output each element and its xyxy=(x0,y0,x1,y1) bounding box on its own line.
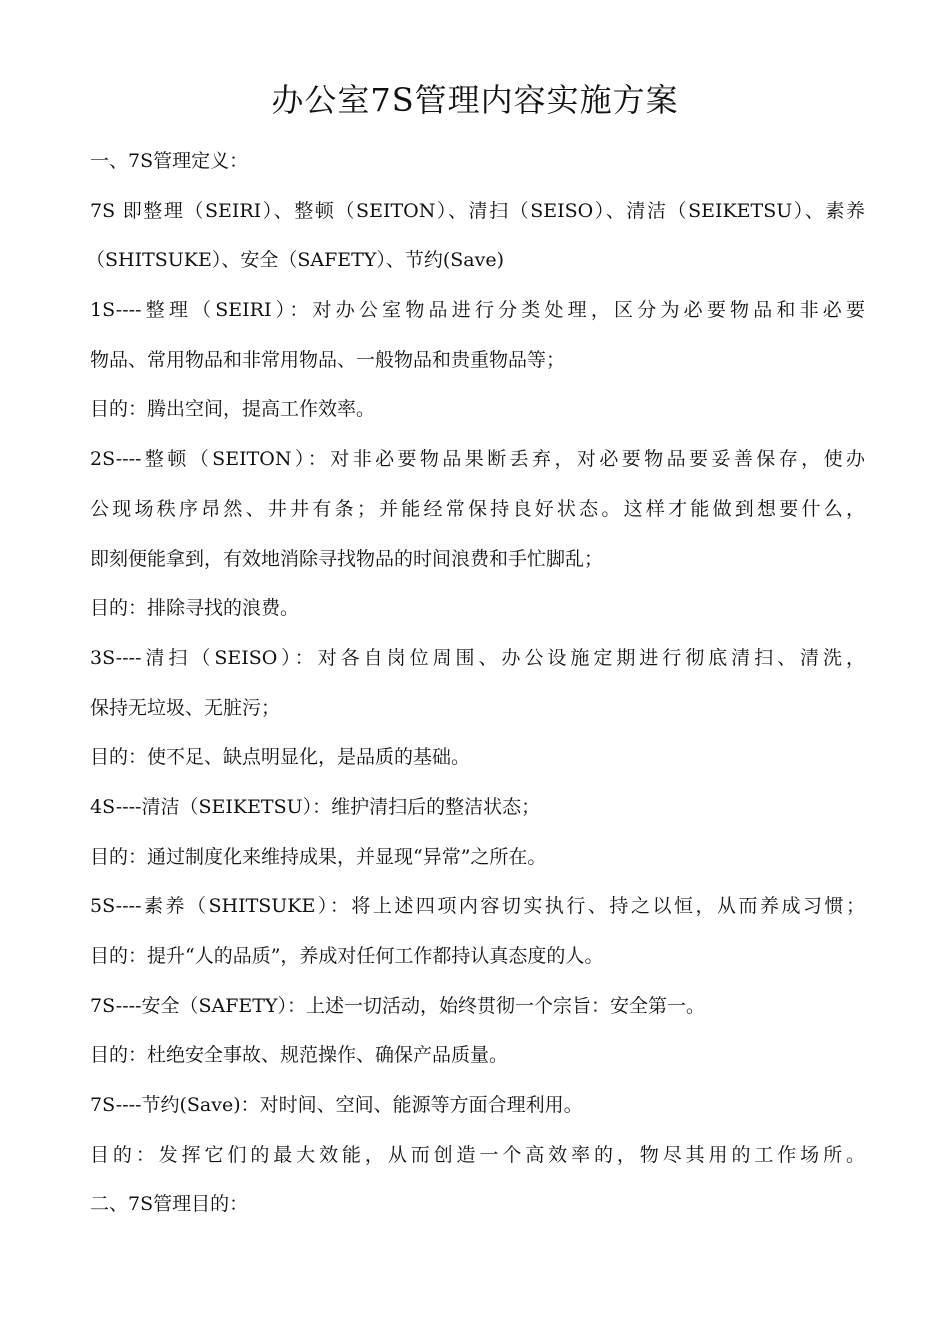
paragraph-line: 1S----整理（SEIRI）：对办公室物品进行分类处理，区分为必要物品和非必要 xyxy=(90,299,865,322)
paragraph-line: 目的：提升“人的品质”，养成对任何工作都持认真态度的人。 xyxy=(90,945,604,967)
paragraph-line: （SHITSUKE）、安全（SAFETY）、节约(Save) xyxy=(86,249,505,272)
paragraph-line: 物品、常用物品和非常用物品、一般物品和贵重物品等； xyxy=(90,348,566,371)
paragraph-line: 二、7S管理目的： xyxy=(90,1193,249,1216)
document-body xyxy=(86,137,865,1230)
paragraph-line: 3S----清扫（SEISO）：对各自岗位周围、办公设施定期进行彻底清扫、清洗， xyxy=(90,646,865,669)
paragraph-line: 目的：使不足、缺点明显化，是品质的基础。 xyxy=(90,746,471,769)
paragraph-line: 2S----整顿（SEITON）：对非必要物品果断丢弃，对必要物品要妥善保存，使办 xyxy=(90,448,865,471)
paragraph-line: 目的：杜绝安全事故、规范操作、确保产品质量。 xyxy=(90,1044,509,1067)
paragraph-line: 4S----清洁（SEIKETSU）：维护清扫后的整洁状态； xyxy=(90,795,541,818)
paragraph-line: 目的：通过制度化来维持成果，并显现“异常”之所在。 xyxy=(90,845,547,868)
paragraph-line: 7S 即整理（SEIRI）、整顿（SEITON）、清扫（SEISO）、清洁（SEIKETSU）、素养 xyxy=(90,199,865,222)
paragraph-line: 保持无垃圾、无脏污； xyxy=(90,696,281,719)
paragraph-line: 5S----素养（SHITSUKE）：将上述四项内容切实执行、持之以恒，从而养成习惯； xyxy=(90,895,865,918)
paragraph-line: 目的：腾出空间，提高工作效率。 xyxy=(90,398,376,421)
paragraph-line: 即刻便能拿到，有效地消除寻找物品的时间浪费和手忙脚乱； xyxy=(90,547,604,570)
paragraph-line: 7S----安全（SAFETY）：上述一切活动，始终贯彻一个宗旨：安全第一。 xyxy=(90,994,705,1017)
paragraph-line: 目的：排除寻找的浪费。 xyxy=(90,597,300,620)
paragraph-line: 目的：发挥它们的最大效能，从而创造一个高效率的，物尽其用的工作场所。 xyxy=(90,1143,865,1166)
paragraph-line: 公现场秩序昂然、井井有条；并能经常保持良好状态。这样才能做到想要什么， xyxy=(90,497,865,520)
paragraph-line: 7S----节约(Save)：对时间、空间、能源等方面合理利用。 xyxy=(90,1094,583,1117)
paragraph-line: 一、7S管理定义： xyxy=(90,150,249,172)
document-title: 办公室7S管理内容实施方案 xyxy=(271,81,679,119)
